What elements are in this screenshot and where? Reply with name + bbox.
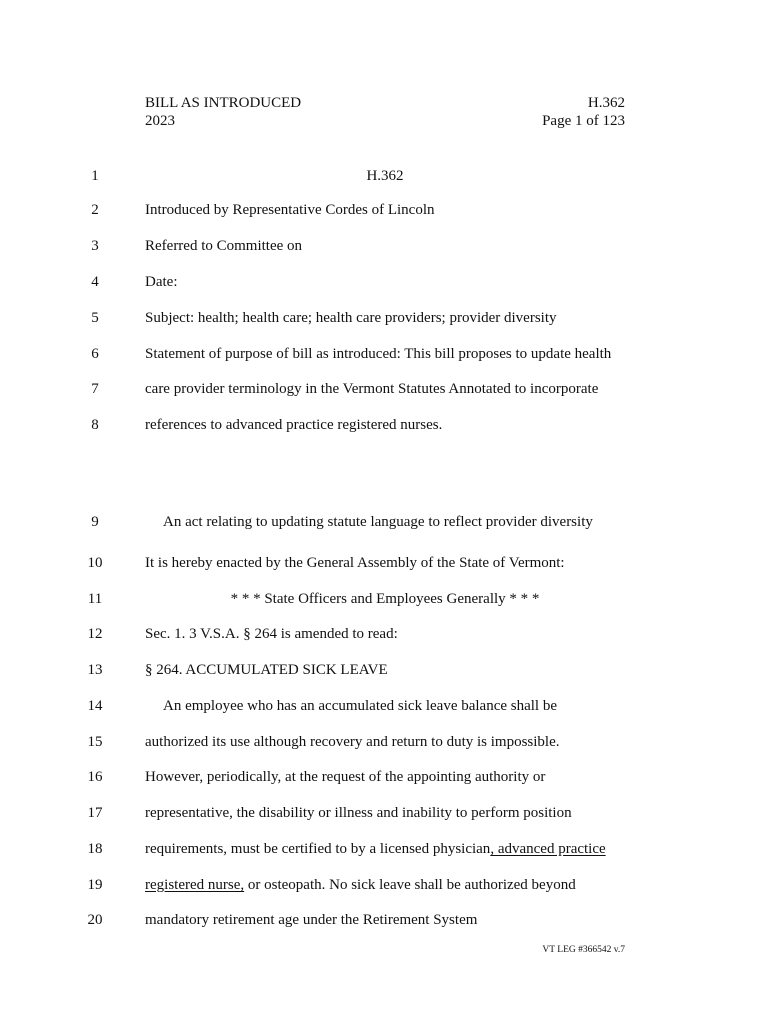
line-number: 13 [87,662,103,678]
line-number: 11 [87,591,103,607]
line-number: 20 [87,912,103,928]
statute-text [145,840,606,858]
line-number: 15 [87,734,103,750]
statute-text: representative, the disability or illness and inability to perform position [145,805,572,821]
line-number: 4 [91,274,99,290]
statute-text-plain: requirements, must be certified to by a licensed physician [145,841,491,857]
line-number: 12 [87,626,103,642]
line-number: 6 [91,346,99,362]
line-number: 19 [87,877,103,893]
statute-heading: § 264. ACCUMULATED SICK LEAVE [145,662,388,678]
statute-text: However, periodically, at the request of the appointing authority or [145,769,546,785]
statute-text-plain: or osteopath. No sick leave shall be authorized beyond [244,877,576,893]
line-number: 7 [91,381,99,397]
inserted-text: , advanced practice [490,841,606,857]
line-number: 14 [87,698,103,714]
statute-text: An employee who has an accumulated sick leave balance shall be [163,698,558,714]
act-title: An act relating to updating statute language to reflect provider diversity [163,514,593,530]
inserted-text: registered nurse, [145,877,245,893]
document-version-footer: VT LEG #366542 v.7 [542,945,625,955]
purpose-text: Statement of purpose of bill as introduced: This bill proposes to update health [145,346,612,362]
date-line: Date: [145,274,178,290]
enacting-clause: It is hereby enacted by the General Assembly of the State of Vermont: [145,555,565,571]
referred-to: Referred to Committee on [145,238,303,254]
line-number: 1 [91,168,99,184]
introduced-by: Introduced by Representative Cordes of Lincoln [145,202,435,218]
line-number: 10 [87,555,103,571]
line-number: 9 [91,514,99,530]
purpose-text: care provider terminology in the Vermont Statutes Annotated to incorporate [145,381,599,397]
statute-text [145,876,576,894]
line-number: 17 [87,805,103,821]
bill-year: 2023 [145,113,175,129]
statute-text: mandatory retirement age under the Retirement System [145,912,478,928]
purpose-text: references to advanced practice registered nurses. [145,417,443,433]
statute-text: authorized its use although recovery and return to duty is impossible. [145,734,560,750]
bill-status-label: BILL AS INTRODUCED [145,95,302,111]
line-number: 5 [91,310,99,326]
line-number: 16 [87,769,103,785]
subject-line: Subject: health; health care; health care providers; provider diversity [145,310,557,326]
line-number: 3 [91,238,99,254]
line-number: 8 [91,417,99,433]
sec-amendment: Sec. 1. 3 V.S.A. § 264 is amended to read: [145,626,398,642]
line-number: 2 [91,202,99,218]
line-number: 18 [87,841,103,857]
page-indicator: Page 1 of 123 [542,113,625,129]
section-heading: * * * State Officers and Employees Generally * * * [230,591,540,607]
bill-title-number: H.362 [366,168,404,184]
bill-number-header: H.362 [587,95,625,111]
